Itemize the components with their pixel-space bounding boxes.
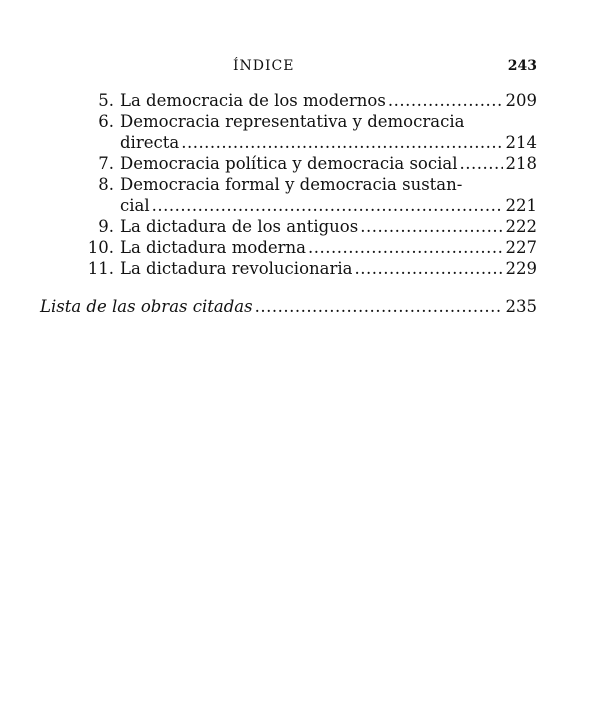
toc-entry-number: 9. xyxy=(98,217,114,236)
toc-entry-number: 7. xyxy=(98,154,114,173)
toc-entry-title-continuation: directa xyxy=(120,133,180,152)
dot-leader xyxy=(308,237,502,258)
toc-entry-5 xyxy=(40,90,537,111)
toc-entry-title: La democracia de los modernos xyxy=(120,91,386,110)
toc-entry-title: La dictadura revolucionaria xyxy=(120,259,353,278)
dot-leader xyxy=(360,216,502,237)
toc-entry-page: 221 xyxy=(505,196,537,215)
toc-entry-number: 6. xyxy=(98,112,114,131)
toc-entry-page: 218 xyxy=(505,154,537,173)
dot-leader xyxy=(388,90,503,111)
toc-entry-page: 227 xyxy=(505,238,537,257)
dot-leader xyxy=(460,153,503,174)
toc-final-entry-title: Lista de las obras citadas xyxy=(40,297,253,316)
toc-entry-title: La dictadura de los antiguos xyxy=(120,217,359,236)
toc-entry-9 xyxy=(40,216,537,237)
toc-entry-page: 229 xyxy=(505,259,537,278)
toc-entry-7 xyxy=(40,153,537,174)
toc-entry-title: Democracia representativa y democracia xyxy=(120,112,465,131)
toc-entry-11 xyxy=(40,258,537,279)
toc-entry-number: 5. xyxy=(98,91,114,110)
toc-entry-8-line-2 xyxy=(40,195,537,216)
toc-entry-page: 235 xyxy=(505,297,537,316)
toc-entry-page: 214 xyxy=(505,133,537,152)
toc-entry-6-line-1 xyxy=(40,111,537,132)
running-head xyxy=(0,58,600,78)
toc-entry-title: Democracia política y democracia social xyxy=(120,154,458,173)
toc-entry-8-line-1 xyxy=(40,174,537,195)
toc-entry-page: 222 xyxy=(505,217,537,236)
toc-entry-title: Democracia formal y democracia sustan- xyxy=(120,175,463,194)
toc-entry-title: La dictadura moderna xyxy=(120,238,307,257)
toc-entry-number: 8. xyxy=(98,175,114,194)
toc-entry-page: 209 xyxy=(505,91,537,110)
running-head-page-number: 243 xyxy=(507,58,537,74)
dot-leader xyxy=(255,296,503,317)
table-of-contents xyxy=(40,90,537,317)
dot-leader xyxy=(152,195,503,216)
dot-leader xyxy=(181,132,502,153)
toc-entry-number: 10. xyxy=(87,238,114,257)
toc-entry-6-line-2 xyxy=(40,132,537,153)
toc-entry-number: 11. xyxy=(87,259,114,278)
dot-leader xyxy=(354,258,502,279)
toc-entry-lista-de-obras xyxy=(40,296,537,317)
toc-entry-title-continuation: cial xyxy=(120,196,150,215)
toc-entry-10 xyxy=(40,237,537,258)
running-head-title: ÍNDICE xyxy=(233,58,295,74)
